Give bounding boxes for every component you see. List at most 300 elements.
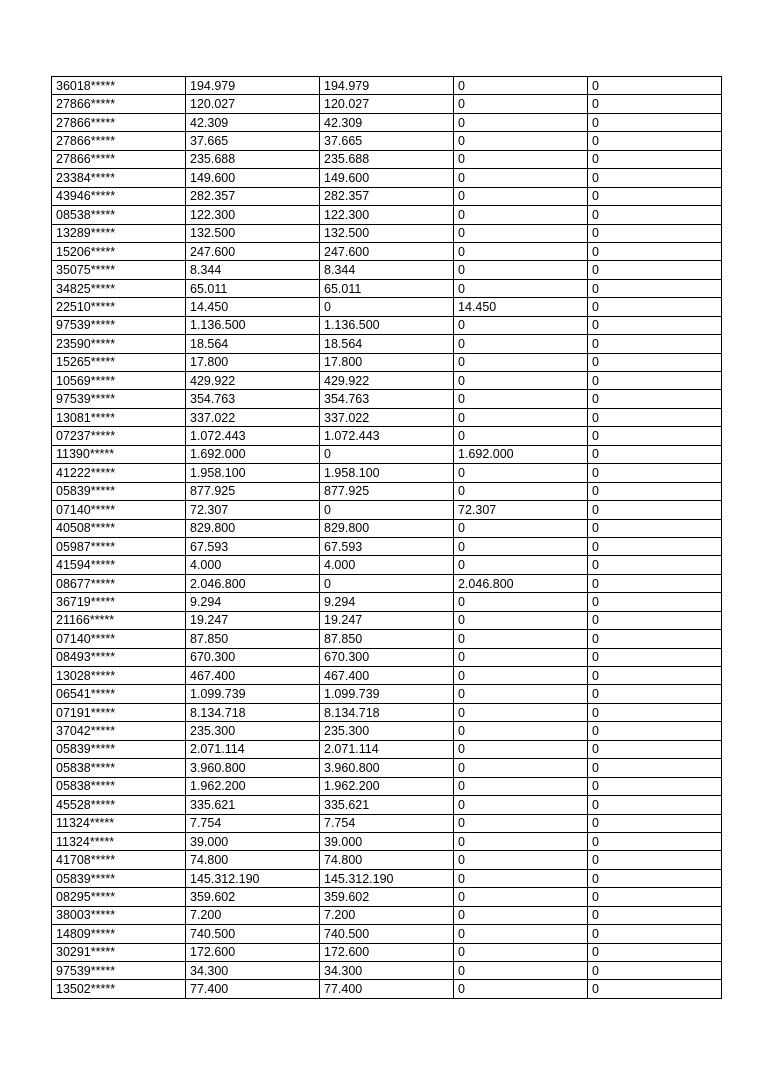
table-cell-id: 23590*****: [52, 335, 186, 353]
table-cell-col3: 17.800: [320, 353, 454, 371]
table-cell-id: 23384*****: [52, 169, 186, 187]
table-cell-col4: 0: [454, 777, 588, 795]
table-cell-col2: 282.357: [186, 187, 320, 205]
table-row: [52, 556, 722, 574]
table-row: [52, 77, 722, 95]
table-row: [52, 869, 722, 887]
table-cell-col5: 0: [588, 980, 722, 998]
table-cell-col5: 0: [588, 722, 722, 740]
table-cell-col2: 2.071.114: [186, 740, 320, 758]
table-cell-col2: 354.763: [186, 390, 320, 408]
table-row: [52, 501, 722, 519]
table-row: [52, 962, 722, 980]
table-cell-col4: 0: [454, 611, 588, 629]
table-cell-col3: 359.602: [320, 888, 454, 906]
table-cell-col5: 0: [588, 261, 722, 279]
table-cell-col2: 7.200: [186, 906, 320, 924]
table-cell-col2: 77.400: [186, 980, 320, 998]
table-cell-col3: 1.136.500: [320, 316, 454, 334]
table-cell-col4: 0: [454, 593, 588, 611]
table-cell-col3: 39.000: [320, 832, 454, 850]
table-cell-col5: 0: [588, 630, 722, 648]
table-cell-col3: 3.960.800: [320, 759, 454, 777]
table-cell-col2: 337.022: [186, 408, 320, 426]
table-cell-col4: 0: [454, 464, 588, 482]
table-cell-id: 15265*****: [52, 353, 186, 371]
table-cell-id: 05838*****: [52, 759, 186, 777]
table-row: [52, 925, 722, 943]
table-cell-col2: 1.099.739: [186, 685, 320, 703]
table-cell-id: 13081*****: [52, 408, 186, 426]
table-row: [52, 113, 722, 131]
table-cell-col4: 0: [454, 242, 588, 260]
table-cell-col3: 77.400: [320, 980, 454, 998]
table-cell-col3: 65.011: [320, 279, 454, 297]
table-cell-col3: 335.621: [320, 796, 454, 814]
table-row: [52, 464, 722, 482]
table-cell-col3: 877.925: [320, 482, 454, 500]
table-row: [52, 316, 722, 334]
table-row: [52, 427, 722, 445]
table-cell-col3: 194.979: [320, 77, 454, 95]
table-cell-col2: 18.564: [186, 335, 320, 353]
table-cell-id: 27866*****: [52, 132, 186, 150]
table-cell-id: 07191*****: [52, 703, 186, 721]
table-cell-col4: 0: [454, 427, 588, 445]
table-cell-col2: 829.800: [186, 519, 320, 537]
table-cell-col2: 429.922: [186, 372, 320, 390]
table-row: [52, 703, 722, 721]
table-cell-col5: 0: [588, 150, 722, 168]
table-cell-col5: 0: [588, 888, 722, 906]
table-cell-col4: 0: [454, 851, 588, 869]
table-cell-id: 13028*****: [52, 667, 186, 685]
table-row: [52, 353, 722, 371]
table-cell-col4: 0: [454, 962, 588, 980]
table-cell-id: 08295*****: [52, 888, 186, 906]
table-cell-col2: 194.979: [186, 77, 320, 95]
table-cell-col4: 0: [454, 519, 588, 537]
table-cell-col5: 0: [588, 832, 722, 850]
table-row: [52, 408, 722, 426]
table-cell-col2: 1.692.000: [186, 445, 320, 463]
table-row: [52, 648, 722, 666]
table-cell-id: 97539*****: [52, 390, 186, 408]
table-cell-col3: 1.958.100: [320, 464, 454, 482]
table-cell-col4: 0: [454, 169, 588, 187]
table-row: [52, 667, 722, 685]
table-row: [52, 261, 722, 279]
table-cell-col5: 0: [588, 703, 722, 721]
table-cell-col3: 429.922: [320, 372, 454, 390]
table-cell-id: 43946*****: [52, 187, 186, 205]
table-cell-col3: 829.800: [320, 519, 454, 537]
table-cell-col4: 0: [454, 482, 588, 500]
table-cell-id: 05838*****: [52, 777, 186, 795]
table-cell-col3: 670.300: [320, 648, 454, 666]
table-row: [52, 574, 722, 592]
table-cell-col5: 0: [588, 814, 722, 832]
table-cell-col2: 19.247: [186, 611, 320, 629]
table-cell-col2: 132.500: [186, 224, 320, 242]
table-cell-col4: 0: [454, 722, 588, 740]
table-row: [52, 537, 722, 555]
table-cell-col5: 0: [588, 685, 722, 703]
table-cell-col4: 0: [454, 980, 588, 998]
table-cell-id: 05839*****: [52, 869, 186, 887]
table-cell-col5: 0: [588, 77, 722, 95]
table-cell-col3: 235.688: [320, 150, 454, 168]
table-row: [52, 279, 722, 297]
table-cell-col4: 0: [454, 943, 588, 961]
table-cell-col3: 247.600: [320, 242, 454, 260]
table-cell-col3: 122.300: [320, 206, 454, 224]
table-cell-col4: 0: [454, 759, 588, 777]
table-cell-col3: 235.300: [320, 722, 454, 740]
table-cell-col3: 0: [320, 574, 454, 592]
table-cell-col5: 0: [588, 537, 722, 555]
table-cell-col2: 87.850: [186, 630, 320, 648]
table-cell-col5: 0: [588, 445, 722, 463]
table-cell-col5: 0: [588, 335, 722, 353]
table-row: [52, 943, 722, 961]
table-cell-id: 35075*****: [52, 261, 186, 279]
table-cell-col5: 0: [588, 242, 722, 260]
table-cell-col5: 0: [588, 279, 722, 297]
table-cell-id: 41708*****: [52, 851, 186, 869]
table-cell-col5: 0: [588, 482, 722, 500]
table-row: [52, 814, 722, 832]
table-cell-col4: 0: [454, 796, 588, 814]
table-cell-id: 38003*****: [52, 906, 186, 924]
table-cell-col2: 740.500: [186, 925, 320, 943]
table-cell-col4: 0: [454, 648, 588, 666]
table-cell-col4: 0: [454, 685, 588, 703]
table-cell-col2: 149.600: [186, 169, 320, 187]
table-cell-id: 13289*****: [52, 224, 186, 242]
table-row: [52, 611, 722, 629]
table-cell-col3: 74.800: [320, 851, 454, 869]
table-cell-col3: 9.294: [320, 593, 454, 611]
table-row: [52, 832, 722, 850]
table-cell-col3: 87.850: [320, 630, 454, 648]
table-cell-col3: 0: [320, 445, 454, 463]
table-cell-col3: 120.027: [320, 95, 454, 113]
table-cell-col5: 0: [588, 611, 722, 629]
table-cell-col3: 7.754: [320, 814, 454, 832]
table-cell-id: 13502*****: [52, 980, 186, 998]
table-cell-col4: 0: [454, 335, 588, 353]
table-row: [52, 851, 722, 869]
table-cell-col4: 0: [454, 77, 588, 95]
table-row: [52, 298, 722, 316]
table-cell-id: 27866*****: [52, 113, 186, 131]
table-cell-id: 06541*****: [52, 685, 186, 703]
table-cell-col4: 0: [454, 353, 588, 371]
table-cell-col4: 0: [454, 187, 588, 205]
table-cell-col2: 42.309: [186, 113, 320, 131]
table-cell-col2: 74.800: [186, 851, 320, 869]
table-cell-col2: 7.754: [186, 814, 320, 832]
table-cell-col3: 337.022: [320, 408, 454, 426]
table-row: [52, 95, 722, 113]
table-cell-col5: 0: [588, 574, 722, 592]
data-table: [51, 76, 722, 999]
table-cell-col5: 0: [588, 556, 722, 574]
table-cell-col3: 132.500: [320, 224, 454, 242]
table-row: [52, 722, 722, 740]
table-cell-id: 05839*****: [52, 482, 186, 500]
table-row: [52, 980, 722, 998]
table-cell-col5: 0: [588, 925, 722, 943]
table-cell-id: 22510*****: [52, 298, 186, 316]
table-cell-col2: 359.602: [186, 888, 320, 906]
table-cell-id: 27866*****: [52, 150, 186, 168]
table-cell-col2: 172.600: [186, 943, 320, 961]
table-cell-col4: 0: [454, 279, 588, 297]
table-row: [52, 519, 722, 537]
table-cell-col5: 0: [588, 851, 722, 869]
table-cell-col4: 0: [454, 906, 588, 924]
table-cell-col2: 247.600: [186, 242, 320, 260]
table-cell-col4: 0: [454, 113, 588, 131]
table-cell-col2: 235.300: [186, 722, 320, 740]
table-cell-col4: 0: [454, 224, 588, 242]
table-cell-col4: 1.692.000: [454, 445, 588, 463]
table-cell-col3: 145.312.190: [320, 869, 454, 887]
table-cell-id: 11390*****: [52, 445, 186, 463]
table-cell-col5: 0: [588, 740, 722, 758]
table-cell-col5: 0: [588, 943, 722, 961]
table-cell-col2: 72.307: [186, 501, 320, 519]
table-cell-col5: 0: [588, 906, 722, 924]
table-cell-id: 05987*****: [52, 537, 186, 555]
table-cell-id: 40508*****: [52, 519, 186, 537]
table-cell-col5: 0: [588, 408, 722, 426]
table-cell-col5: 0: [588, 316, 722, 334]
table-cell-col3: 1.962.200: [320, 777, 454, 795]
table-cell-col5: 0: [588, 667, 722, 685]
table-cell-col3: 67.593: [320, 537, 454, 555]
table-cell-id: 11324*****: [52, 832, 186, 850]
table-cell-id: 36018*****: [52, 77, 186, 95]
table-row: [52, 224, 722, 242]
table-cell-col3: 37.665: [320, 132, 454, 150]
table-cell-id: 10569*****: [52, 372, 186, 390]
table-cell-id: 15206*****: [52, 242, 186, 260]
table-row: [52, 372, 722, 390]
table-cell-id: 07140*****: [52, 501, 186, 519]
table-cell-col5: 0: [588, 777, 722, 795]
table-cell-col3: 0: [320, 501, 454, 519]
table-cell-id: 07237*****: [52, 427, 186, 445]
table-cell-col3: 1.072.443: [320, 427, 454, 445]
table-row: [52, 685, 722, 703]
table-cell-col4: 0: [454, 408, 588, 426]
table-cell-col4: 0: [454, 390, 588, 408]
table-cell-col5: 0: [588, 869, 722, 887]
table-cell-col4: 0: [454, 703, 588, 721]
table-cell-id: 21166*****: [52, 611, 186, 629]
table-row: [52, 169, 722, 187]
table-cell-col4: 0: [454, 95, 588, 113]
table-row: [52, 593, 722, 611]
table-cell-col2: 67.593: [186, 537, 320, 555]
table-cell-id: 05839*****: [52, 740, 186, 758]
table-cell-col3: 4.000: [320, 556, 454, 574]
table-cell-col2: 335.621: [186, 796, 320, 814]
table-cell-col5: 0: [588, 648, 722, 666]
table-row: [52, 482, 722, 500]
table-cell-id: 97539*****: [52, 316, 186, 334]
table-cell-col5: 0: [588, 298, 722, 316]
table-cell-col2: 9.294: [186, 593, 320, 611]
table-cell-id: 41594*****: [52, 556, 186, 574]
table-cell-col5: 0: [588, 501, 722, 519]
table-cell-col5: 0: [588, 187, 722, 205]
table-cell-col4: 0: [454, 206, 588, 224]
table-cell-col3: 282.357: [320, 187, 454, 205]
table-cell-col3: 19.247: [320, 611, 454, 629]
table-cell-col3: 18.564: [320, 335, 454, 353]
table-cell-col5: 0: [588, 390, 722, 408]
table-cell-col2: 1.958.100: [186, 464, 320, 482]
table-cell-id: 45528*****: [52, 796, 186, 814]
table-cell-col3: 34.300: [320, 962, 454, 980]
table-cell-col3: 354.763: [320, 390, 454, 408]
table-row: [52, 206, 722, 224]
table-cell-col4: 0: [454, 832, 588, 850]
table-cell-col4: 0: [454, 537, 588, 555]
table-cell-col2: 65.011: [186, 279, 320, 297]
table-cell-id: 08677*****: [52, 574, 186, 592]
table-cell-col2: 34.300: [186, 962, 320, 980]
table-cell-col2: 145.312.190: [186, 869, 320, 887]
table-cell-col5: 0: [588, 372, 722, 390]
table-cell-col4: 0: [454, 150, 588, 168]
table-cell-col3: 0: [320, 298, 454, 316]
table-cell-col3: 7.200: [320, 906, 454, 924]
table-cell-col5: 0: [588, 519, 722, 537]
table-cell-col2: 670.300: [186, 648, 320, 666]
table-cell-col2: 235.688: [186, 150, 320, 168]
table-cell-col5: 0: [588, 169, 722, 187]
table-cell-col2: 122.300: [186, 206, 320, 224]
table-cell-id: 08493*****: [52, 648, 186, 666]
table-cell-col5: 0: [588, 206, 722, 224]
table-cell-col3: 172.600: [320, 943, 454, 961]
table-cell-id: 08538*****: [52, 206, 186, 224]
table-row: [52, 132, 722, 150]
table-cell-col2: 1.136.500: [186, 316, 320, 334]
table-cell-col4: 0: [454, 925, 588, 943]
table-cell-col2: 1.072.443: [186, 427, 320, 445]
table-row: [52, 888, 722, 906]
table-cell-col5: 0: [588, 593, 722, 611]
table-cell-id: 34825*****: [52, 279, 186, 297]
table-cell-col5: 0: [588, 796, 722, 814]
table-cell-col3: 1.099.739: [320, 685, 454, 703]
table-body: [52, 77, 722, 999]
table-cell-col5: 0: [588, 113, 722, 131]
table-cell-col2: 1.962.200: [186, 777, 320, 795]
table-cell-id: 27866*****: [52, 95, 186, 113]
table-cell-col4: 0: [454, 814, 588, 832]
table-row: [52, 445, 722, 463]
table-cell-col5: 0: [588, 759, 722, 777]
table-cell-col4: 2.046.800: [454, 574, 588, 592]
table-cell-id: 30291*****: [52, 943, 186, 961]
table-cell-id: 07140*****: [52, 630, 186, 648]
table-row: [52, 242, 722, 260]
table-cell-col4: 14.450: [454, 298, 588, 316]
table-row: [52, 187, 722, 205]
table-cell-col2: 467.400: [186, 667, 320, 685]
table-cell-id: 36719*****: [52, 593, 186, 611]
table-cell-col3: 467.400: [320, 667, 454, 685]
table-cell-col4: 0: [454, 132, 588, 150]
table-cell-id: 41222*****: [52, 464, 186, 482]
table-row: [52, 759, 722, 777]
table-cell-col5: 0: [588, 95, 722, 113]
table-cell-col4: 0: [454, 869, 588, 887]
table-cell-col5: 0: [588, 224, 722, 242]
table-cell-id: 97539*****: [52, 962, 186, 980]
table-row: [52, 796, 722, 814]
table-cell-col2: 120.027: [186, 95, 320, 113]
table-cell-col2: 8.344: [186, 261, 320, 279]
table-cell-col2: 3.960.800: [186, 759, 320, 777]
table-cell-col4: 72.307: [454, 501, 588, 519]
table-cell-id: 11324*****: [52, 814, 186, 832]
table-row: [52, 630, 722, 648]
table-cell-col3: 740.500: [320, 925, 454, 943]
table-cell-col3: 8.134.718: [320, 703, 454, 721]
table-cell-col2: 14.450: [186, 298, 320, 316]
table-cell-col5: 0: [588, 464, 722, 482]
table-cell-col2: 4.000: [186, 556, 320, 574]
table-cell-col2: 17.800: [186, 353, 320, 371]
table-cell-col4: 0: [454, 316, 588, 334]
table-cell-col5: 0: [588, 962, 722, 980]
table-cell-col3: 149.600: [320, 169, 454, 187]
table-cell-col4: 0: [454, 667, 588, 685]
table-row: [52, 906, 722, 924]
table-cell-col2: 37.665: [186, 132, 320, 150]
table-cell-col2: 8.134.718: [186, 703, 320, 721]
table-cell-col3: 42.309: [320, 113, 454, 131]
table-cell-col5: 0: [588, 353, 722, 371]
table-cell-col5: 0: [588, 132, 722, 150]
table-cell-col4: 0: [454, 888, 588, 906]
table-row: [52, 150, 722, 168]
table-cell-id: 14809*****: [52, 925, 186, 943]
table-cell-col4: 0: [454, 261, 588, 279]
table-row: [52, 740, 722, 758]
table-row: [52, 777, 722, 795]
table-cell-col2: 877.925: [186, 482, 320, 500]
table-cell-id: 37042*****: [52, 722, 186, 740]
table-row: [52, 335, 722, 353]
table-cell-col3: 2.071.114: [320, 740, 454, 758]
table-cell-col4: 0: [454, 556, 588, 574]
table-cell-col3: 8.344: [320, 261, 454, 279]
table-cell-col2: 2.046.800: [186, 574, 320, 592]
table-cell-col4: 0: [454, 740, 588, 758]
table-cell-col4: 0: [454, 372, 588, 390]
table-cell-col2: 39.000: [186, 832, 320, 850]
table-cell-col4: 0: [454, 630, 588, 648]
